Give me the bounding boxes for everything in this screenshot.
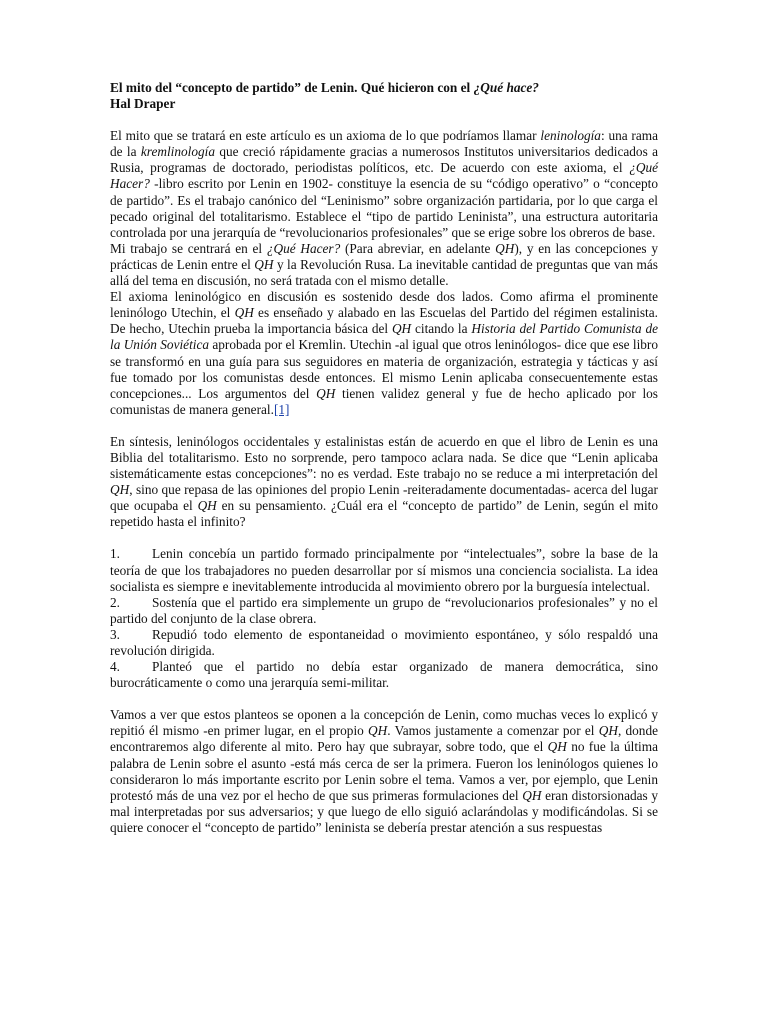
list-item (110, 546, 658, 594)
p1-term-kremlinologia: kremlinología (140, 144, 215, 160)
list-text: Lenin concebía un partido formado principalmente por “intelectuales”, sobre la base de la teoría de que los trabajadores no pueden desarrollar por sí mismos una conciencia socialista. La idea socialista es siempre e inevitablemente introducida al movimiento obrero por la burguesía intelectual. (110, 546, 658, 594)
p1-text-e: que creció rápidamente gracias a numerosos Institutos universitarios dedicados a Rusia, programas de doctorado, periodistas políticos, etc. De acuerdo con este axioma, el (110, 144, 659, 176)
title-text: El mito del “concepto de partido” de Lenin. Qué hicieron con el (110, 80, 474, 95)
p5-abbrev-4: QH (522, 787, 542, 803)
list-number: 2. (110, 594, 120, 610)
p2-text-e: ), y en las concepciones y prácticas de Lenin entre el (110, 240, 658, 272)
spacer (110, 418, 658, 434)
p1-text-a: El mito que se tratará en este artículo es un axioma de lo que podríamos llamar (110, 128, 541, 144)
list-number: 4. (110, 659, 120, 675)
p1-text-g: -libro escrito por Lenin en 1902- constituye la esencia de su “código operativo” o “concepto de partido”. Es el trabajo canónico del “Leninismo” sobre organización partidaria, por lo que carga el pecado original del totalitarismo. Establece el “tipo de partido Leninista”, una estructura autoritaria controlada por una jerarquía de “revolucionarios profesionales” que se erige sobre los obreros de base. (110, 176, 658, 240)
list-text: Planteó que el partido no debía estar organizado de manera democrática, sino burocráticamente o como una jerarquía semi-militar. (110, 659, 658, 691)
numbered-list (110, 546, 658, 691)
p5-abbrev-2: QH (598, 723, 618, 739)
list-number: 3. (110, 626, 120, 642)
p2-abbrev-2: QH (254, 256, 274, 272)
p2-text-g: y la Revolución Rusa. La inevitable cantidad de preguntas que van más allá del tema en discusión, no será tratada con el mismo detalle. (110, 256, 658, 289)
spacer (110, 691, 658, 707)
p5-text-g: no fue la última palabra de Lenin sobre el asunto -está más cerca de ser la primera. Fueron los leninólogos quienes lo consideraron lo más importante escrito por Lenin sobre el tema. Vamos a ver, por ejemplo, que Lenin protestó más de una vez por el hecho de que sus primeras formulaciones del (110, 739, 658, 803)
p1-term-leninologia: leninología (540, 128, 601, 144)
list-number: 1. (110, 546, 120, 562)
p3-text-e: citando la (411, 321, 472, 337)
p5-abbrev-3: QH (547, 739, 567, 755)
p3-history-title: Historia del Partido Comunista de la Unión Soviética (110, 321, 658, 353)
paragraph-4 (110, 434, 658, 531)
p5-text-c: . Vamos justamente a comenzar por el (387, 723, 599, 739)
list-item (110, 595, 658, 627)
p4-abbrev-2: QH (197, 498, 217, 514)
list-item (110, 627, 658, 659)
footnote-link[interactable]: [1] (273, 401, 290, 417)
paragraph-1 (110, 128, 658, 241)
p3-abbrev: QH (234, 305, 254, 321)
p4-text-e: en su pensamiento. ¿Cuál era el “concepto de partido” de Lenin, según el mito repetido hasta el infinito? (110, 498, 658, 530)
spacer (110, 112, 658, 128)
p1-book-title: ¿Qué Hacer? (110, 160, 658, 192)
document-title (110, 80, 658, 96)
list-text: Sostenía que el partido era simplemente un grupo de “revolucionarios profesionales” y no el partido del conjunto de la clase obrera. (110, 594, 658, 626)
p5-text-e: , donde encontraremos algo diferente al mito. Pero hay que subrayar, sobre todo, que el (110, 723, 658, 755)
p3-text-g: aprobada por el Kremlin. Utechin -al igual que otros leninólogos- dice que ese libro se transformó en una guía para sus seguidores en materia de organización, estrategia y tácticas y así fue tomado por los comunistas desde entonces. El mismo Lenin aplicaba consecuentemente estas concepciones... Los argumentos del (110, 337, 659, 401)
p5-text-a: Vamos a ver que estos planteos se oponen a la concepción de Lenin, como muchas veces lo explicó y repitió él mismo -en primer lugar, en el propio (110, 707, 658, 739)
paragraph-5 (110, 707, 658, 836)
document-page (110, 80, 658, 836)
p3-text-c: es enseñado y alabado en las Escuelas del Partido del régimen estalinista. De hecho, Utechin prueba la importancia básica del (110, 305, 658, 337)
list-text: Repudió todo elemento de espontaneidad o movimiento espontáneo, y sólo respaldó una revolución dirigida. (110, 626, 658, 658)
p4-text-c: , sino que repasa de las opiniones del propio Lenin -reiteradamente documentadas- acerca del lugar que ocupaba el (110, 482, 658, 514)
paragraph-3 (110, 289, 658, 418)
paragraph-2 (110, 241, 658, 289)
p4-abbrev: QH (110, 482, 130, 498)
document-author: Hal Draper (110, 96, 176, 112)
list-item (110, 659, 658, 691)
p3-text-i: tienen validez general y fue de hecho aplicado por los comunistas de manera general. (110, 385, 658, 417)
title-italic-text: ¿Qué hace? (473, 80, 539, 95)
p3-abbrev-2: QH (391, 321, 412, 337)
p1-text-c: : una rama de la (110, 128, 658, 160)
p2-book-title: ¿Qué Hacer? (266, 240, 341, 256)
p5-text-i: eran distorsionadas y mal interpretadas por sus adversarios; y que luego de ello siguió aclarándolas y modificándolas. Si se quiere conocer el “concepto de partido” leninista se debería prestar atención a sus respuestas (110, 787, 658, 835)
p2-text-c: (Para abreviar, en adelante (340, 240, 496, 256)
p3-abbrev-3: QH (316, 385, 336, 401)
p2-text-a: Mi trabajo se centrará en el (110, 240, 267, 256)
p3-text-a: El axioma leninológico en discusión es sostenido desde dos lados. Como afirma el prominente leninólogo Utechin, el (110, 289, 658, 321)
p2-abbrev: QH (495, 240, 515, 256)
p4-text-a: En síntesis, leninólogos occidentales y estalinistas están de acuerdo en que el libro de Lenin es una Biblia del totalitarismo. Esto no sorprende, pero tampoco aclara nada. Se dice que “Lenin aplicaba sistemáticamente estas concepciones”: no es verdad. Este trabajo no se reduce a mi interpretación del (110, 433, 658, 482)
p5-abbrev: QH (368, 723, 388, 739)
spacer (110, 530, 658, 546)
